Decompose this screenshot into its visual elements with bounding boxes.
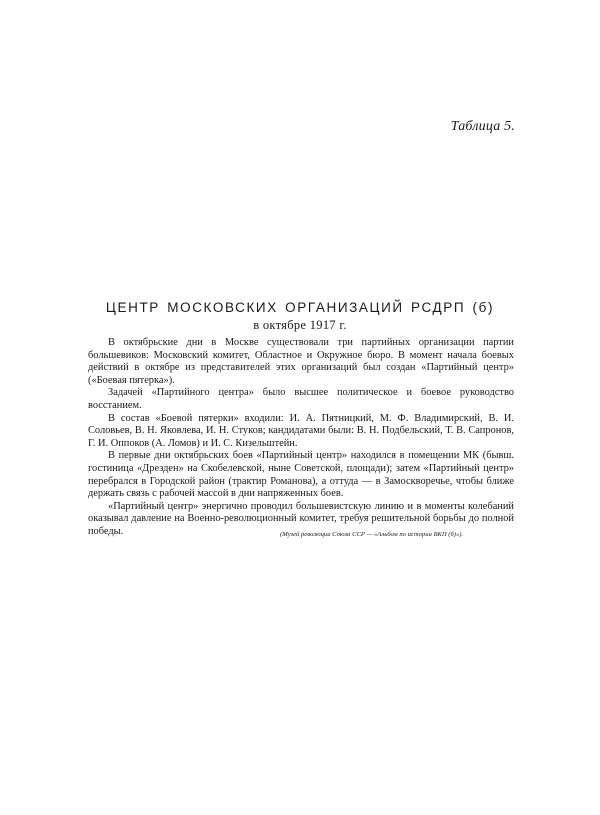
source-citation: (Музей революции Союза ССР — «Альбом по истории ВКП (б)»). bbox=[280, 531, 464, 538]
page-title: ЦЕНТР МОСКОВСКИХ ОРГАНИЗАЦИЙ РСДРП (б) bbox=[105, 300, 495, 315]
paragraph: Задачей «Партийного центра» было высшее политическое и боевое руководство восстанием. bbox=[88, 387, 514, 411]
table-label: Таблица 5. bbox=[450, 119, 515, 134]
paragraph: В состав «Боевой пятерки» входили: И. А. Пятницкий, М. Ф. Владимирский, В. И. Соловьев, В. Н. Яковлева, И. Н. Стуков; кандидатами были: В. Н. Подбельский, Т. В. Сапронов, Г. И. Оппоков (А. Ломов) и И. С. Кизельштейн. bbox=[88, 412, 514, 449]
body-text bbox=[88, 337, 514, 539]
page-subtitle: в октябре 1917 г. bbox=[253, 318, 347, 332]
paragraph: В первые дни октябрьских боев «Партийный центр» находился в помещении МК (бывш. гостиница «Дрезден» на Скобелевской, ныне Советской, площади); затем «Партийный центр» перебрался в Городской район (трактир Романова), а оттуда — в Замоскворечье, чтобы ближе держать связь с рабочей массой в дни напряженных боев. bbox=[88, 450, 514, 500]
paragraph: «Партийный центр» энергично проводил большевистскую линию и в моменты колебаний оказывал давление на Военно-революционный комитет, требуя решительной борьбы до полной победы. bbox=[88, 500, 514, 537]
paragraph: В октябрьские дни в Москве существовали три партийных организации партии большевиков: Московский комитет, Областное и Окружное бюро. В момент начала боевых действий в октябре из представителей этих организаций был создан «Партийный центр» («Боевая пятерка»). bbox=[88, 337, 514, 386]
